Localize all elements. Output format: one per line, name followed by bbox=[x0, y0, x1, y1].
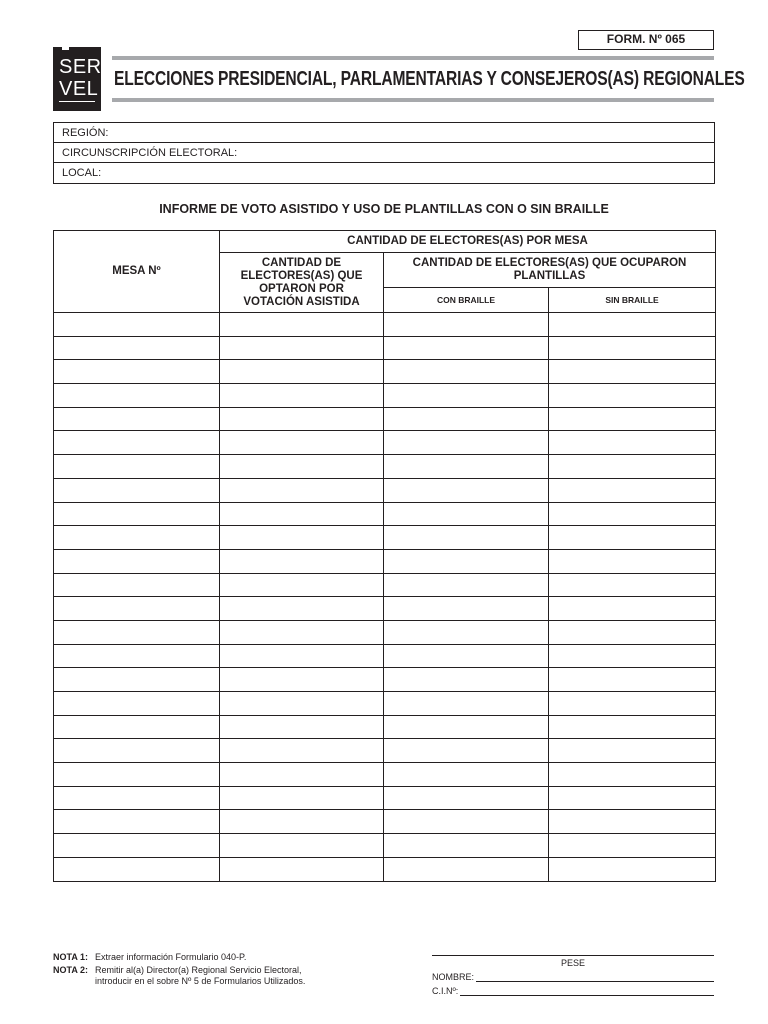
table-cell[interactable] bbox=[220, 644, 384, 668]
table-row bbox=[54, 526, 716, 550]
table-cell[interactable] bbox=[384, 455, 549, 479]
table-cell[interactable] bbox=[220, 573, 384, 597]
table-row bbox=[54, 668, 716, 692]
voting-table bbox=[53, 230, 716, 882]
table-cell[interactable] bbox=[549, 549, 716, 573]
table-cell[interactable] bbox=[54, 786, 220, 810]
table-cell[interactable] bbox=[54, 668, 220, 692]
table-cell[interactable] bbox=[54, 834, 220, 858]
table-cell[interactable] bbox=[54, 739, 220, 763]
table-cell[interactable] bbox=[549, 455, 716, 479]
table-row bbox=[54, 407, 716, 431]
table-cell[interactable] bbox=[549, 313, 716, 337]
table-cell[interactable] bbox=[220, 407, 384, 431]
table-cell[interactable] bbox=[549, 597, 716, 621]
table-row bbox=[54, 786, 716, 810]
table-cell[interactable] bbox=[384, 336, 549, 360]
table-row bbox=[54, 336, 716, 360]
table-cell[interactable] bbox=[54, 313, 220, 337]
table-row bbox=[54, 739, 716, 763]
table-cell[interactable] bbox=[54, 692, 220, 716]
table-cell[interactable] bbox=[549, 384, 716, 408]
table-cell[interactable] bbox=[220, 526, 384, 550]
table-row bbox=[54, 857, 716, 881]
table-cell[interactable] bbox=[384, 573, 549, 597]
table-cell[interactable] bbox=[384, 526, 549, 550]
table-cell[interactable] bbox=[549, 431, 716, 455]
table-cell[interactable] bbox=[220, 810, 384, 834]
nombre-field[interactable] bbox=[432, 972, 714, 982]
table-cell[interactable] bbox=[220, 763, 384, 787]
signature-line[interactable] bbox=[432, 955, 714, 956]
table-row bbox=[54, 384, 716, 408]
table-row bbox=[54, 810, 716, 834]
page-title: ELECCIONES PRESIDENCIAL, PARLAMENTARIAS Y CONSEJEROS(AS) REGIONALES bbox=[114, 68, 745, 90]
logo-line1: SER bbox=[59, 56, 102, 78]
table-cell[interactable] bbox=[54, 715, 220, 739]
header-sin-braille: SIN BRAILLE bbox=[549, 288, 716, 313]
table-row bbox=[54, 431, 716, 455]
local-field[interactable]: LOCAL: bbox=[62, 167, 102, 179]
table-cell[interactable] bbox=[549, 360, 716, 384]
form-number-box: FORM. Nº 065 bbox=[578, 30, 714, 50]
header-group: CANTIDAD DE ELECTORES(AS) POR MESA bbox=[220, 231, 716, 253]
table-cell[interactable] bbox=[220, 715, 384, 739]
table-cell[interactable] bbox=[220, 431, 384, 455]
table-cell[interactable] bbox=[384, 692, 549, 716]
table-row bbox=[54, 692, 716, 716]
table-cell[interactable] bbox=[549, 810, 716, 834]
table-row bbox=[54, 644, 716, 668]
table-cell[interactable] bbox=[220, 549, 384, 573]
table-row bbox=[54, 502, 716, 526]
table-row bbox=[54, 597, 716, 621]
signature-block bbox=[432, 955, 714, 996]
table-cell[interactable] bbox=[54, 763, 220, 787]
table-cell[interactable] bbox=[220, 739, 384, 763]
logo-underline bbox=[59, 101, 95, 102]
table-cell[interactable] bbox=[220, 478, 384, 502]
table-cell[interactable] bbox=[549, 478, 716, 502]
table-cell[interactable] bbox=[384, 407, 549, 431]
table-cell[interactable] bbox=[54, 502, 220, 526]
table-cell[interactable] bbox=[54, 620, 220, 644]
table-cell[interactable] bbox=[549, 715, 716, 739]
pese-label: PESE bbox=[560, 958, 585, 968]
note1-text: Extraer información Formulario 040-P. bbox=[95, 952, 247, 962]
table-cell[interactable] bbox=[220, 834, 384, 858]
table-cell[interactable] bbox=[549, 834, 716, 858]
table-cell[interactable] bbox=[220, 384, 384, 408]
note2-line1: Remitir al(a) Director(a) Regional Servicio Electoral, bbox=[95, 965, 302, 975]
cin-label: C.I.Nº: bbox=[432, 986, 459, 996]
table-cell[interactable] bbox=[54, 549, 220, 573]
table-cell[interactable] bbox=[220, 620, 384, 644]
table-cell[interactable] bbox=[54, 336, 220, 360]
report-title: INFORME DE VOTO ASISTIDO Y USO DE PLANTILLAS CON O SIN BRAILLE bbox=[159, 202, 609, 216]
table-cell[interactable] bbox=[549, 407, 716, 431]
table-cell[interactable] bbox=[220, 668, 384, 692]
table-cell[interactable] bbox=[54, 478, 220, 502]
table-cell[interactable] bbox=[384, 549, 549, 573]
table-cell[interactable] bbox=[220, 360, 384, 384]
note2-line2: introducir en el sobre Nº 5 de Formularios Utilizados. bbox=[95, 976, 306, 986]
table-cell[interactable] bbox=[384, 384, 549, 408]
table-cell[interactable] bbox=[220, 336, 384, 360]
cin-field[interactable] bbox=[432, 986, 714, 996]
table-cell[interactable] bbox=[549, 668, 716, 692]
table-row bbox=[54, 573, 716, 597]
table-cell[interactable] bbox=[54, 407, 220, 431]
table-cell[interactable] bbox=[384, 810, 549, 834]
table-cell[interactable] bbox=[549, 692, 716, 716]
table-cell[interactable] bbox=[54, 526, 220, 550]
table-cell[interactable] bbox=[54, 644, 220, 668]
table-cell[interactable] bbox=[54, 455, 220, 479]
table-cell[interactable] bbox=[549, 526, 716, 550]
table-cell[interactable] bbox=[220, 313, 384, 337]
location-info-box bbox=[53, 122, 715, 184]
table-cell[interactable] bbox=[54, 431, 220, 455]
title-rule-bottom bbox=[112, 98, 714, 102]
table-cell[interactable] bbox=[220, 857, 384, 881]
header-con-braille: CON BRAILLE bbox=[384, 288, 549, 313]
table-cell[interactable] bbox=[54, 597, 220, 621]
table-cell[interactable] bbox=[220, 597, 384, 621]
table-cell[interactable] bbox=[549, 739, 716, 763]
title-rule-top bbox=[112, 56, 714, 60]
table-cell[interactable] bbox=[384, 786, 549, 810]
header-mesa: MESA Nº bbox=[54, 231, 220, 313]
header-plantillas: CANTIDAD DE ELECTORES(AS) QUE OCUPARON PLANTILLAS bbox=[384, 253, 716, 288]
table-row bbox=[54, 834, 716, 858]
table-cell[interactable] bbox=[549, 763, 716, 787]
table-cell[interactable] bbox=[384, 668, 549, 692]
table-cell[interactable] bbox=[549, 573, 716, 597]
table-cell[interactable] bbox=[549, 620, 716, 644]
table-cell[interactable] bbox=[549, 644, 716, 668]
table-cell[interactable] bbox=[220, 786, 384, 810]
table-row bbox=[54, 620, 716, 644]
table-cell[interactable] bbox=[384, 834, 549, 858]
table-cell[interactable] bbox=[220, 502, 384, 526]
table-cell[interactable] bbox=[54, 810, 220, 834]
table-cell[interactable] bbox=[384, 360, 549, 384]
table-cell[interactable] bbox=[384, 431, 549, 455]
header-asistida: CANTIDAD DE ELECTORES(AS) QUE OPTARON POR VOTACIÓN ASISTIDA bbox=[220, 253, 384, 313]
table-cell[interactable] bbox=[384, 313, 549, 337]
table-cell[interactable] bbox=[220, 455, 384, 479]
logo-line2: VEL bbox=[59, 78, 99, 100]
table-cell[interactable] bbox=[384, 739, 549, 763]
table-row bbox=[54, 549, 716, 573]
region-field[interactable]: REGIÓN: bbox=[54, 123, 714, 143]
table-cell[interactable] bbox=[549, 336, 716, 360]
table-cell[interactable] bbox=[384, 620, 549, 644]
table-row bbox=[54, 455, 716, 479]
table-row bbox=[54, 763, 716, 787]
table-cell[interactable] bbox=[384, 478, 549, 502]
table-cell[interactable] bbox=[384, 597, 549, 621]
table-cell[interactable] bbox=[549, 502, 716, 526]
note1-label: NOTA 1: bbox=[53, 952, 88, 962]
table-cell[interactable] bbox=[220, 692, 384, 716]
table-row bbox=[54, 478, 716, 502]
table-cell[interactable] bbox=[54, 573, 220, 597]
table-cell[interactable] bbox=[54, 384, 220, 408]
note2-label: NOTA 2: bbox=[53, 965, 88, 975]
table-row bbox=[54, 313, 716, 337]
circunscripcion-field[interactable]: CIRCUNSCRIPCIÓN ELECTORAL: bbox=[54, 143, 714, 163]
logo-mark bbox=[62, 47, 69, 50]
table-cell[interactable] bbox=[54, 857, 220, 881]
table-cell[interactable] bbox=[549, 857, 716, 881]
table-cell[interactable] bbox=[384, 857, 549, 881]
servel-logo bbox=[53, 47, 101, 111]
table-cell[interactable] bbox=[549, 786, 716, 810]
table-row bbox=[54, 715, 716, 739]
table-cell[interactable] bbox=[384, 644, 549, 668]
table-cell[interactable] bbox=[384, 715, 549, 739]
nombre-label: NOMBRE: bbox=[432, 972, 475, 982]
table-cell[interactable] bbox=[384, 763, 549, 787]
notes bbox=[53, 952, 305, 989]
table-cell[interactable] bbox=[54, 360, 220, 384]
table-cell[interactable] bbox=[384, 502, 549, 526]
table-row bbox=[54, 360, 716, 384]
